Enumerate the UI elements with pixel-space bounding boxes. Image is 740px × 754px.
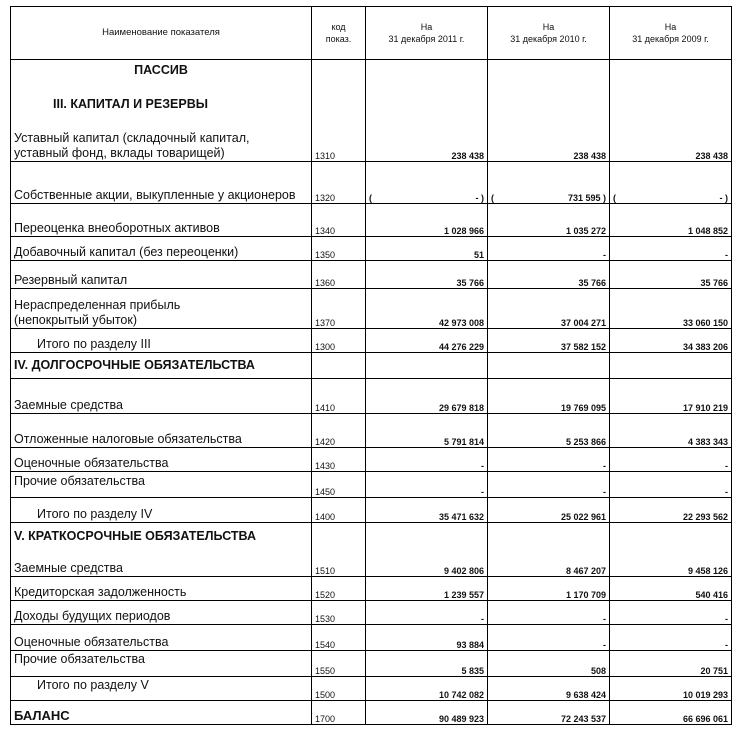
row-code: 1530	[312, 601, 366, 625]
section4-title: IV. ДОЛГОСРОЧНЫЕ ОБЯЗАТЕЛЬСТВА	[11, 353, 312, 379]
passive-title: ПАССИВ	[11, 60, 312, 82]
table-row	[11, 204, 732, 237]
row-name: Прочие обязательства	[11, 472, 312, 498]
row-v2010: 238 438	[488, 112, 610, 162]
row-v2010: 25 022 961	[488, 498, 610, 523]
row-v2011	[366, 162, 488, 204]
row-v2009: 17 910 219	[610, 379, 732, 414]
table-row	[11, 601, 732, 625]
close-paren: )	[603, 193, 606, 203]
value: 731 595	[567, 193, 601, 203]
section3-title: III. КАПИТАЛ И РЕЗЕРВЫ	[11, 82, 312, 112]
row-code: 1520	[312, 577, 366, 601]
row-v2011: -	[366, 472, 488, 498]
row-v2010: 37 004 271	[488, 289, 610, 329]
row-v2010: -	[488, 448, 610, 472]
row-code: 1310	[312, 112, 366, 162]
row-v2009: 66 696 061	[610, 701, 732, 725]
row-v2009: -	[610, 448, 732, 472]
row-code: 1350	[312, 237, 366, 261]
empty-cell	[610, 523, 732, 551]
open-paren: (	[613, 193, 616, 203]
row-v2009: -	[610, 472, 732, 498]
section4-title-row	[11, 353, 732, 379]
row-v2009: 540 416	[610, 577, 732, 601]
close-paren: )	[725, 193, 728, 203]
row-name: Резервный капитал	[11, 261, 312, 289]
row-v2010: -	[488, 601, 610, 625]
row-v2009: 34 383 206	[610, 329, 732, 353]
table-row	[11, 237, 732, 261]
row-v2009: 238 438	[610, 112, 732, 162]
row-v2009: 4 383 343	[610, 414, 732, 448]
row-v2011: 35 766	[366, 261, 488, 289]
row-v2011: 5 835	[366, 651, 488, 677]
table-row	[11, 577, 732, 601]
row-v2011: 1 239 557	[366, 577, 488, 601]
value: -	[475, 193, 479, 203]
header-2009-line1: На	[664, 21, 677, 32]
table-row	[11, 625, 732, 651]
row-v2010: 9 638 424	[488, 677, 610, 701]
row-name: Прочие обязательства	[11, 651, 312, 677]
row-v2011: 44 276 229	[366, 329, 488, 353]
row-v2010: -	[488, 625, 610, 651]
table-row	[11, 651, 732, 677]
empty-cell	[312, 353, 366, 379]
header-2011-line2: 31 декабря 2011 г.	[388, 34, 465, 44]
header-2011-line1: На	[420, 21, 433, 32]
row-name: Переоценка внеоборотных активов	[11, 204, 312, 237]
row-v2009	[610, 162, 732, 204]
row-v2011: 51	[366, 237, 488, 261]
row-v2009: -	[610, 237, 732, 261]
row-v2009: 20 751	[610, 651, 732, 677]
table-row	[11, 414, 732, 448]
row-code: 1430	[312, 448, 366, 472]
row-code: 1510	[312, 551, 366, 577]
row-v2010: 35 766	[488, 261, 610, 289]
table-row	[11, 448, 732, 472]
row-name: Доходы будущих периодов	[11, 601, 312, 625]
row-name: Отложенные налоговые обязательства	[11, 414, 312, 448]
row-v2010: -	[488, 237, 610, 261]
row-v2010	[488, 162, 610, 204]
row-v2011: 90 489 923	[366, 701, 488, 725]
section5-title: V. КРАТКОСРОЧНЫЕ ОБЯЗАТЕЛЬСТВА	[11, 523, 312, 551]
row-v2011: 42 973 008	[366, 289, 488, 329]
empty-cell	[366, 353, 488, 379]
balance-table	[10, 6, 732, 725]
row-name: Уставный капитал (складочный капитал, уставный фонд, вклады товарищей)	[11, 112, 312, 162]
empty-cell	[312, 60, 366, 82]
paren-wrap	[491, 193, 606, 203]
row-v2011: 29 679 818	[366, 379, 488, 414]
row-v2009: 9 458 126	[610, 551, 732, 577]
row-v2011: 1 028 966	[366, 204, 488, 237]
empty-cell	[610, 82, 732, 112]
row-name: Оценочные обязательства	[11, 625, 312, 651]
table-row-balance	[11, 701, 732, 725]
paren-wrap	[613, 193, 728, 203]
header-code	[312, 7, 366, 60]
row-name: Оценочные обязательства	[11, 448, 312, 472]
row-name: БАЛАНС	[11, 701, 312, 725]
empty-cell	[488, 353, 610, 379]
close-paren: )	[481, 193, 484, 203]
table-row	[11, 551, 732, 577]
row-v2009: 1 048 852	[610, 204, 732, 237]
table-row-total	[11, 329, 732, 353]
table-row	[11, 472, 732, 498]
table-header-row	[11, 7, 732, 60]
empty-cell	[488, 82, 610, 112]
table-row-total	[11, 677, 732, 701]
empty-cell	[366, 60, 488, 82]
row-v2010: 508	[488, 651, 610, 677]
row-name: Итого по разделу III	[11, 329, 312, 353]
row-name: Заемные средства	[11, 379, 312, 414]
row-name: Итого по разделу V	[11, 677, 312, 701]
row-code: 1410	[312, 379, 366, 414]
empty-cell	[366, 523, 488, 551]
row-code: 1360	[312, 261, 366, 289]
row-code: 1400	[312, 498, 366, 523]
row-v2010: 1 035 272	[488, 204, 610, 237]
header-code-line1: код	[331, 21, 346, 32]
header-code-line2: показ.	[325, 34, 352, 44]
row-v2009: 35 766	[610, 261, 732, 289]
empty-cell	[488, 523, 610, 551]
row-code: 1700	[312, 701, 366, 725]
row-name: Кредиторская задолженность	[11, 577, 312, 601]
empty-cell	[610, 353, 732, 379]
row-v2009: -	[610, 625, 732, 651]
header-2010-line1: На	[542, 21, 555, 32]
row-v2009: 10 019 293	[610, 677, 732, 701]
header-2010-line2: 31 декабря 2010 г.	[510, 34, 587, 44]
row-v2011: 9 402 806	[366, 551, 488, 577]
row-v2011: 10 742 082	[366, 677, 488, 701]
row-v2009: 33 060 150	[610, 289, 732, 329]
row-v2011: 35 471 632	[366, 498, 488, 523]
row-v2010: -	[488, 472, 610, 498]
row-v2011: -	[366, 601, 488, 625]
row-v2010: 5 253 866	[488, 414, 610, 448]
passive-title-row	[11, 60, 732, 82]
paren-value	[719, 193, 728, 203]
table-row	[11, 162, 732, 204]
row-v2010: 72 243 537	[488, 701, 610, 725]
open-paren: (	[369, 193, 372, 203]
header-2009-line2: 31 декабря 2009 г.	[632, 34, 709, 44]
value: -	[719, 193, 723, 203]
row-code: 1550	[312, 651, 366, 677]
paren-value	[568, 193, 606, 203]
table-row	[11, 289, 732, 329]
row-v2011: 5 791 814	[366, 414, 488, 448]
row-name: Добавочный капитал (без переоценки)	[11, 237, 312, 261]
section3-title-row	[11, 82, 732, 112]
row-v2010: 37 582 152	[488, 329, 610, 353]
row-v2010: 19 769 095	[488, 379, 610, 414]
row-v2009: 22 293 562	[610, 498, 732, 523]
header-name: Наименование показателя	[11, 7, 312, 60]
row-code: 1300	[312, 329, 366, 353]
header-2011	[366, 7, 488, 60]
row-name: Нераспределенная прибыль (непокрытый убыток)	[11, 289, 312, 329]
empty-cell	[366, 82, 488, 112]
row-code: 1540	[312, 625, 366, 651]
section5-title-row	[11, 523, 732, 551]
table-row	[11, 379, 732, 414]
row-code: 1420	[312, 414, 366, 448]
empty-cell	[488, 60, 610, 82]
row-v2011: -	[366, 448, 488, 472]
row-name: Итого по разделу IV	[11, 498, 312, 523]
row-name: Заемные средства	[11, 551, 312, 577]
row-code: 1370	[312, 289, 366, 329]
table-row-total	[11, 498, 732, 523]
empty-cell	[610, 60, 732, 82]
row-name: Собственные акции, выкупленные у акционеров	[11, 162, 312, 204]
paren-value	[475, 193, 484, 203]
row-v2010: 1 170 709	[488, 577, 610, 601]
row-code: 1500	[312, 677, 366, 701]
row-code: 1320	[312, 162, 366, 204]
table-row	[11, 112, 732, 162]
row-code: 1450	[312, 472, 366, 498]
paren-wrap	[369, 193, 484, 203]
row-v2011: 238 438	[366, 112, 488, 162]
header-2010	[488, 7, 610, 60]
header-2009	[610, 7, 732, 60]
empty-cell	[312, 82, 366, 112]
table-row	[11, 261, 732, 289]
row-code: 1340	[312, 204, 366, 237]
row-v2010: 8 467 207	[488, 551, 610, 577]
empty-cell	[312, 523, 366, 551]
row-v2011: 93 884	[366, 625, 488, 651]
row-v2009: -	[610, 601, 732, 625]
open-paren: (	[491, 193, 494, 203]
